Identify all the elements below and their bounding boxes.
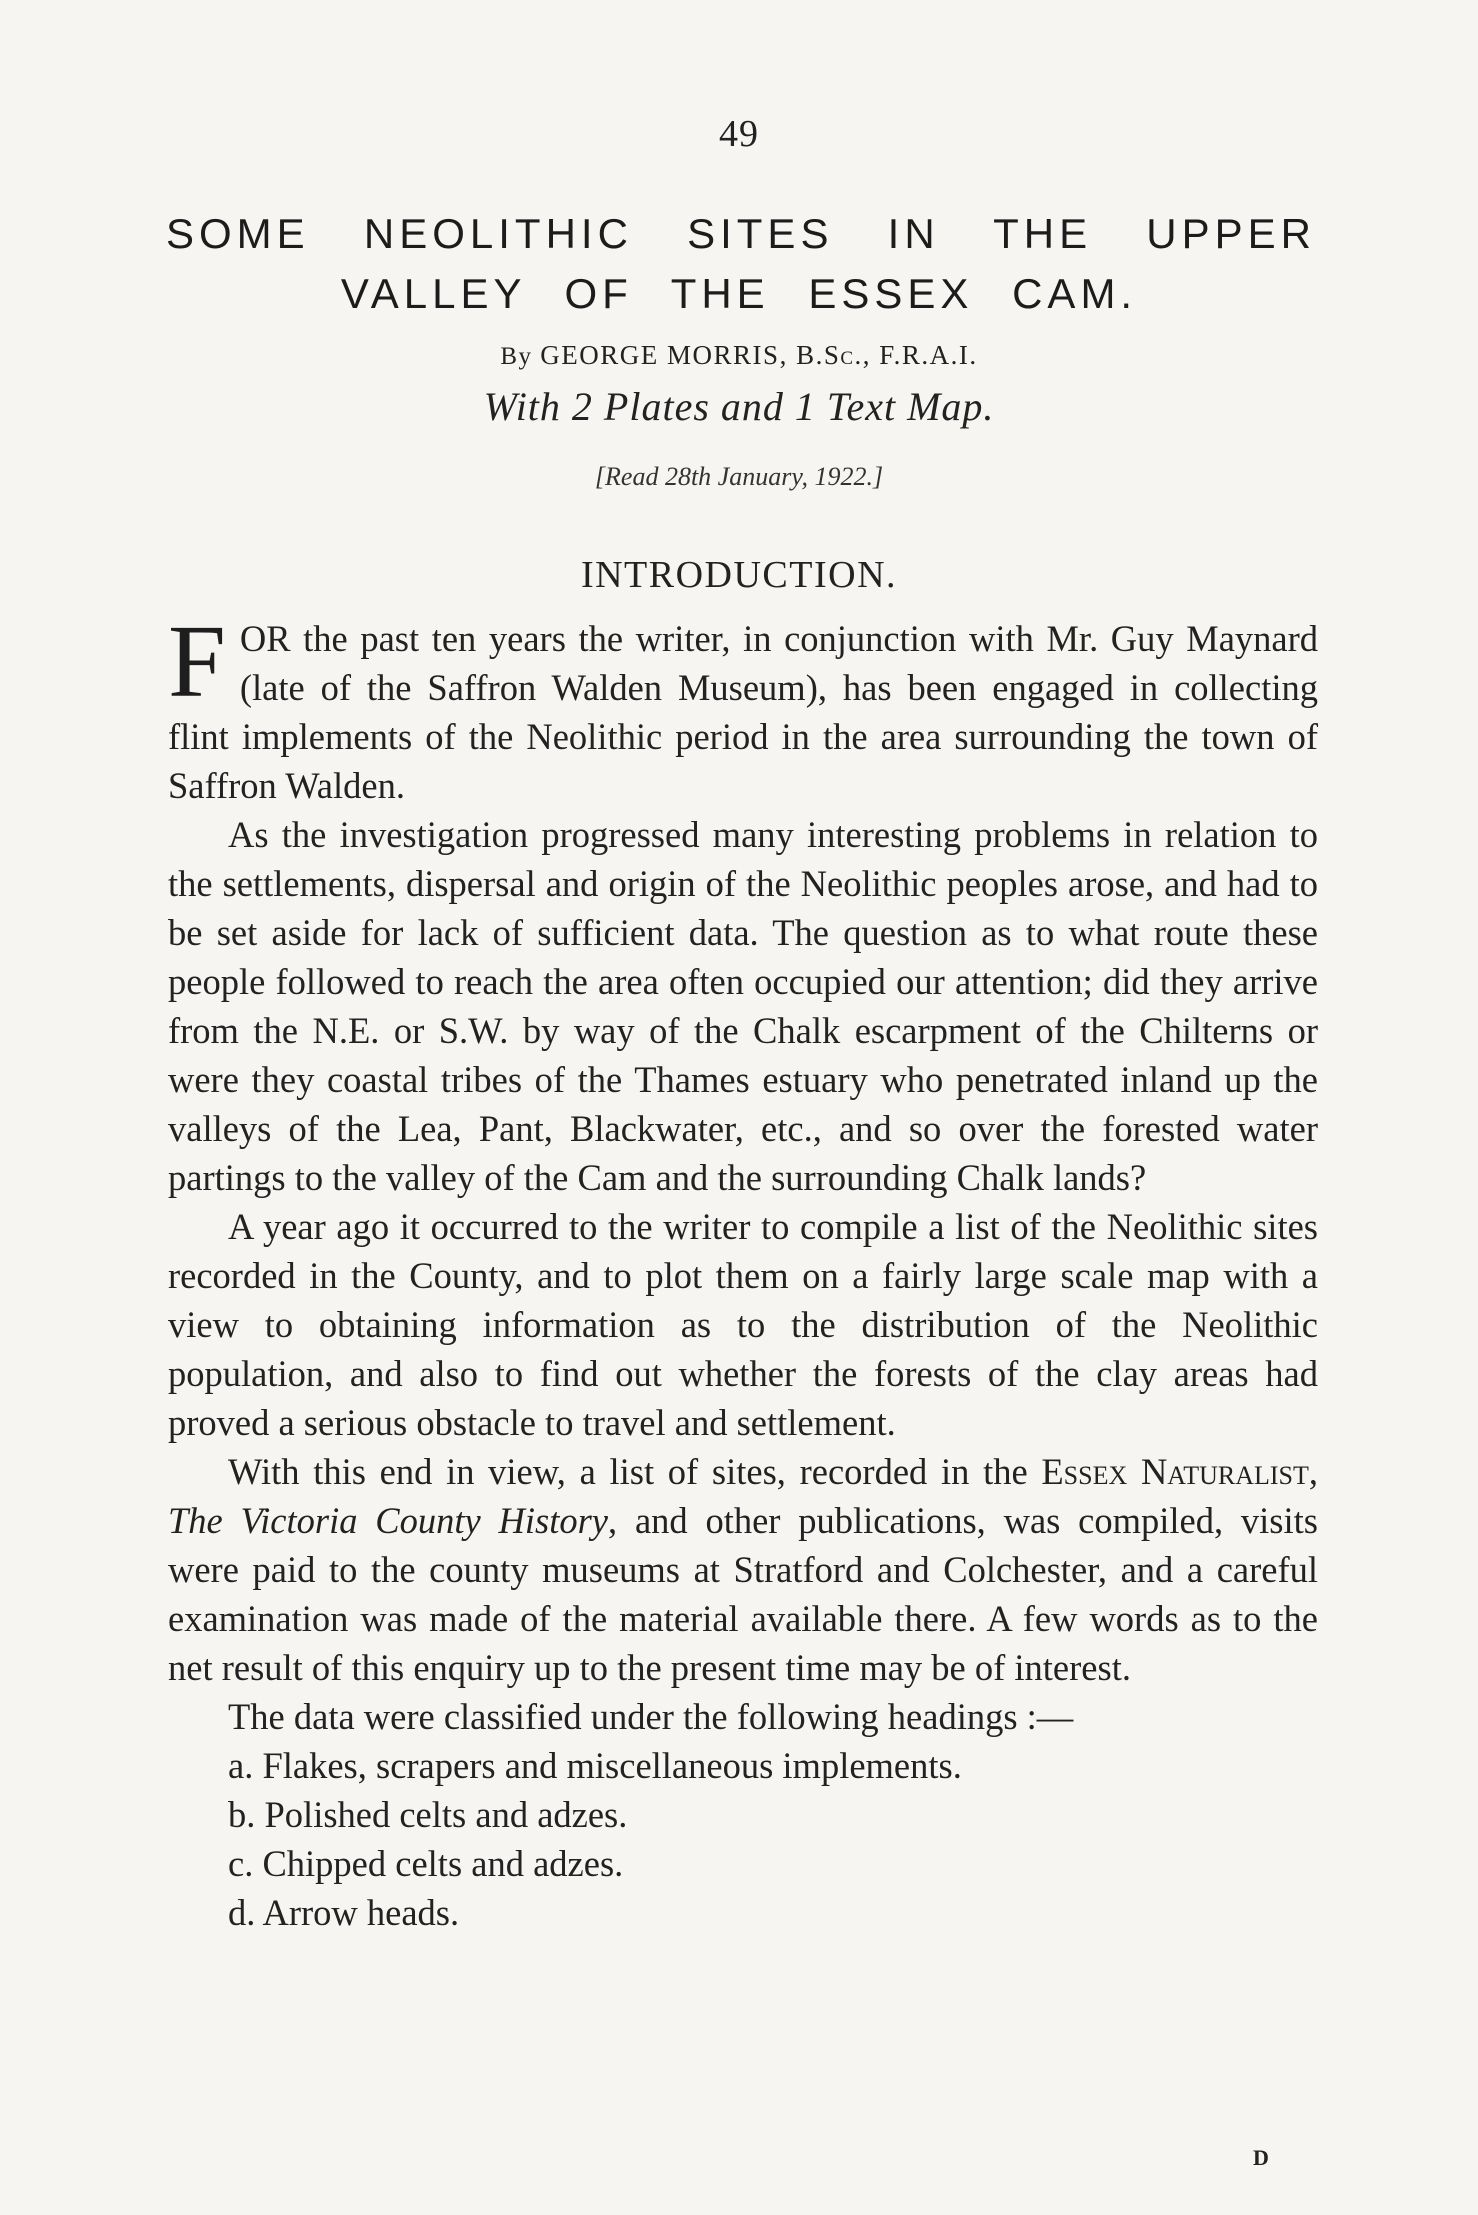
list-item: c. Chipped celts and adzes. bbox=[228, 1843, 624, 1884]
title-line-1: SOME NEOLITHIC SITES IN THE UPPER bbox=[166, 210, 1316, 257]
list-item: b. Polished celts and adzes. bbox=[228, 1794, 628, 1835]
paragraph-1 bbox=[168, 604, 1318, 810]
list-item: a. Flakes, scrapers and miscellaneous implements. bbox=[228, 1745, 962, 1786]
paragraph-4: With this end in view, a list of sites, recorded in the Essex Naturalist, The Victoria County History, and other publications, was compiled, visits were paid to the county museums at Stratford and Colchester, and a careful examination was made of the material available there. A few words as to the net result of this enquiry up to the present time may be of interest. bbox=[168, 1451, 1318, 1688]
author-name: GEORGE MORRIS, B.Sc., F.R.A.I. bbox=[540, 340, 978, 370]
section-heading: INTRODUCTION. bbox=[580, 554, 898, 596]
read-date-note: [Read 28th January, 1922.] bbox=[594, 462, 884, 491]
drop-cap: F bbox=[168, 604, 226, 719]
publication-name: Essex Naturalist bbox=[1041, 1451, 1309, 1492]
signature-mark: D bbox=[1253, 2145, 1269, 2170]
byline-prefix: By bbox=[500, 343, 533, 370]
paragraph-2: As the investigation progressed many interesting problems in relation to the settlements, dispersal and origin of the Neolithic peoples arose, and had to be set aside for lack of sufficient data. The question as to what route these people followed to reach the area often occupied our attention; did they arrive from the N.E. or S.W. by way of the Chalk escarpment of the Chilterns or were they coastal tribes of the Thames estuary who penetrated inland up the valleys of the Lea, Pant, Blackwater, etc., and so over the forested water partings to the valley of the Cam and the surrounding Chalk lands? bbox=[168, 814, 1318, 1198]
paragraph-4-end: , and other publications, was compiled, visits were paid to the county museums at Stratford and Colchester, and a careful examination was made of the material available there. A few words as to the net result of this enquiry up to the present time may be of interest. bbox=[168, 1500, 1318, 1688]
title-line-2: VALLEY OF THE ESSEX CAM. bbox=[340, 270, 1138, 317]
paragraph-1-text: OR the past ten years the writer, in conjunction with Mr. Guy Maynard (late of the Saffron Walden Museum), has been engaged in collecting flint implements of the Neolithic period in the area surrounding the town of Saffron Walden. bbox=[168, 618, 1318, 806]
byline bbox=[0, 340, 1478, 371]
paragraph-4-start: With this end in view, a list of sites, recorded in the bbox=[228, 1451, 1028, 1492]
list-item: d. Arrow heads. bbox=[228, 1892, 460, 1933]
paragraph-3: A year ago it occurred to the writer to compile a list of the Neolithic sites recorded in the County, and to plot them on a fairly large scale map with a view to obtaining information as to the distribution of the Neolithic population, and also to find out whether the forests of the clay areas had proved a serious obstacle to travel and settlement. bbox=[168, 1206, 1318, 1443]
body-text bbox=[168, 604, 1318, 1937]
paragraph-5: The data were classified under the following headings :— bbox=[228, 1696, 1074, 1737]
publication-italic: The Victoria County History bbox=[168, 1500, 609, 1541]
page-number: 49 bbox=[719, 113, 759, 155]
plates-note: With 2 Plates and 1 Text Map. bbox=[483, 384, 995, 429]
